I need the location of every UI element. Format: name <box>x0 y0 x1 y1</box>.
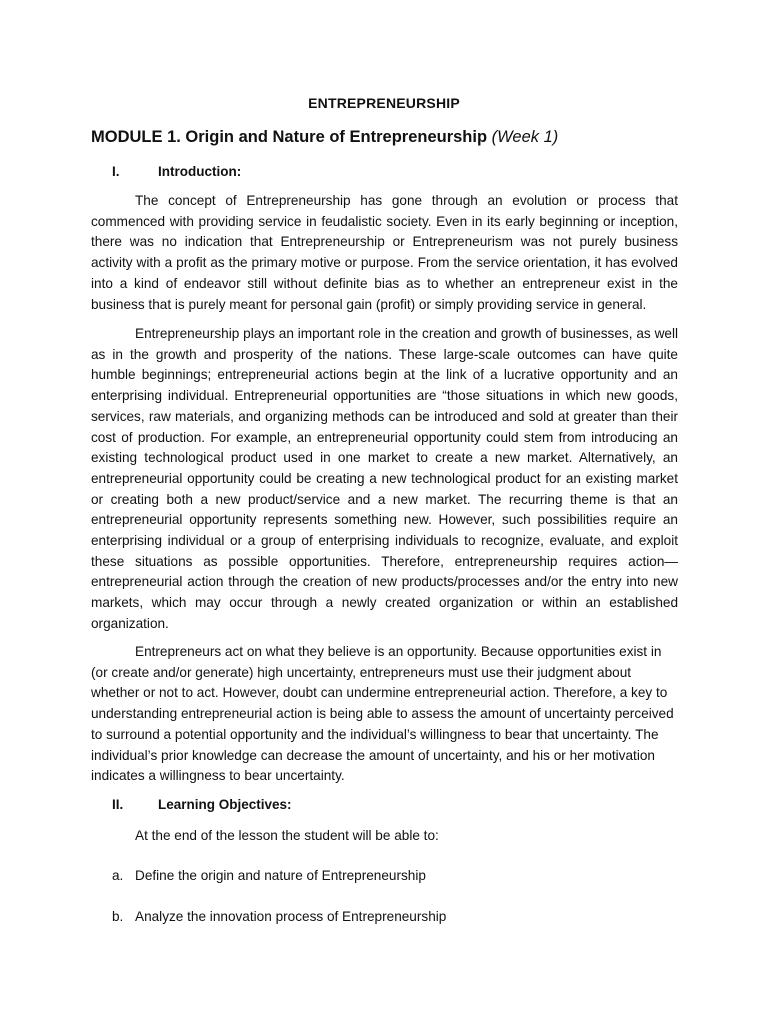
objective-text: Analyze the innovation process of Entrepreneurship <box>135 909 447 924</box>
module-title <box>91 128 558 147</box>
objective-item <box>112 909 446 924</box>
section-number: I. <box>112 164 120 179</box>
paragraph-opportunity: Entrepreneurs act on what they believe is an opportunity. Because opportunities exist in (or create and/or generate) high uncertainty, entrepreneurs must use their judgment about whether or not to act. However, doubt can undermine entrepreneurial action. Therefore, a key to understanding entrepreneurial action is being able to assess the amount of uncertainty perceived to surround a potential opportunity and the individual’s willingness to bear that uncertainty. The individual’s prior knowledge can decrease the amount of uncertainty, and his or her motivation indicates a willingness to bear uncertainty. <box>91 644 674 784</box>
document-title: ENTREPRENEURSHIP <box>308 95 460 111</box>
section-number: II. <box>112 797 124 812</box>
module-label: MODULE 1. Origin and Nature of Entrepreneurship <box>91 128 488 146</box>
section-heading-introduction <box>112 164 241 179</box>
section-heading-text: Learning Objectives: <box>158 797 292 812</box>
objective-letter: b. <box>112 909 124 924</box>
module-week: (Week 1) <box>491 128 559 146</box>
section-heading-objectives <box>112 797 292 812</box>
objective-letter: a. <box>112 868 124 883</box>
objective-text: Define the origin and nature of Entrepreneurship <box>135 868 426 883</box>
paragraph-concept: The concept of Entrepreneurship has gone through an evolution or process that commenced with providing service in feudalistic society. Even in its early beginning or inception, there was no indication that Entrepreneurship or Entrepreneurism was not purely business activity with a profit as the primary motive or purpose. From the service orientation, it has evolved into a kind of endeavor still without definite bias as to whether an entrepreneur exist in the business that is purely meant for personal gain (profit) or simply providing service in general. <box>91 193 678 312</box>
objective-item <box>112 868 426 883</box>
objectives-intro: At the end of the lesson the student will be able to: <box>135 828 439 843</box>
section-heading-text: Introduction: <box>158 164 242 179</box>
paragraph-role: Entrepreneurship plays an important role in the creation and growth of businesses, as well as in the growth and prosperity of the nations. These large-scale outcomes can have quite humble beginnings; entrepreneurial actions begin at the link of a lucrative opportunity and an enterprising individual. Entrepreneurial opportunities are “those situations in which new goods, services, raw materials, and organizing methods can be introduced and sold at greater than their cost of production. For example, an entrepreneurial opportunity could stem from introducing an existing technological product used in one market to create a new market. Alternatively, an entrepreneurial opportunity could be creating a new technological product for an existing market or creating both a new product/service and a new market. The recurring theme is that an entrepreneurial opportunity represents something new. However, such possibilities require an enterprising individual or a group of enterprising individuals to recognize, evaluate, and exploit these situations as possible opportunities. Therefore, entrepreneurship requires action—entrepreneurial action through the creation of new products/processes and/or the entry into new markets, which may occur through a newly created organization or within an established organization. <box>91 326 678 631</box>
